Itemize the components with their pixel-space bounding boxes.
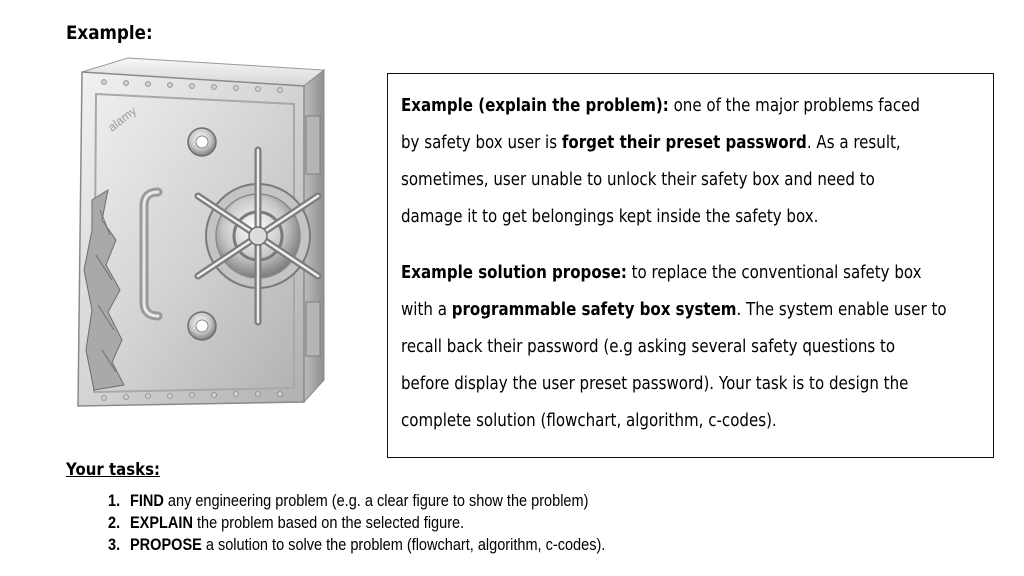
example-heading: Example: <box>66 22 153 44</box>
bottom-hinge <box>306 302 320 356</box>
example-callout-box <box>387 73 994 458</box>
solution-emphasis: programmable safety box system <box>451 300 737 320</box>
task-keyword: EXPLAIN <box>130 514 193 532</box>
task-item: 1. FIND any engineering problem (e.g. a clear figure to show the problem) <box>108 492 589 510</box>
task-keyword: PROPOSE <box>130 536 202 554</box>
safe-illustration <box>62 50 362 440</box>
solution-paragraph: Example solution propose: to replace the conventional safety box with a programmable safety box system. The system enable user to recall back their password (e.g asking several safety questions to before display the user preset password). Your task is to design the complete solution (flowchart, algorithm, c-codes). <box>401 263 947 431</box>
task-keyword: FIND <box>130 492 164 510</box>
tasks-heading: Your tasks: <box>66 460 160 480</box>
top-hinge <box>306 116 320 174</box>
task-list <box>108 490 673 556</box>
problem-emphasis: forget their preset password <box>561 133 807 153</box>
problem-label: Example (explain the problem): <box>401 96 669 116</box>
problem-paragraph: Example (explain the problem): one of the major problems faced by safety box user is forget their preset password. As a result, sometimes, user unable to unlock their safety box and need to damage it to get belongings kept inside the safety box. <box>401 96 920 227</box>
task-item: 2. EXPLAIN the problem based on the selected figure. <box>108 514 465 532</box>
solution-label: Example solution propose: <box>401 263 627 283</box>
task-item: 3. PROPOSE a solution to solve the problem (flowchart, algorithm, c-codes). <box>108 536 606 554</box>
watermark: alamy <box>105 103 140 135</box>
